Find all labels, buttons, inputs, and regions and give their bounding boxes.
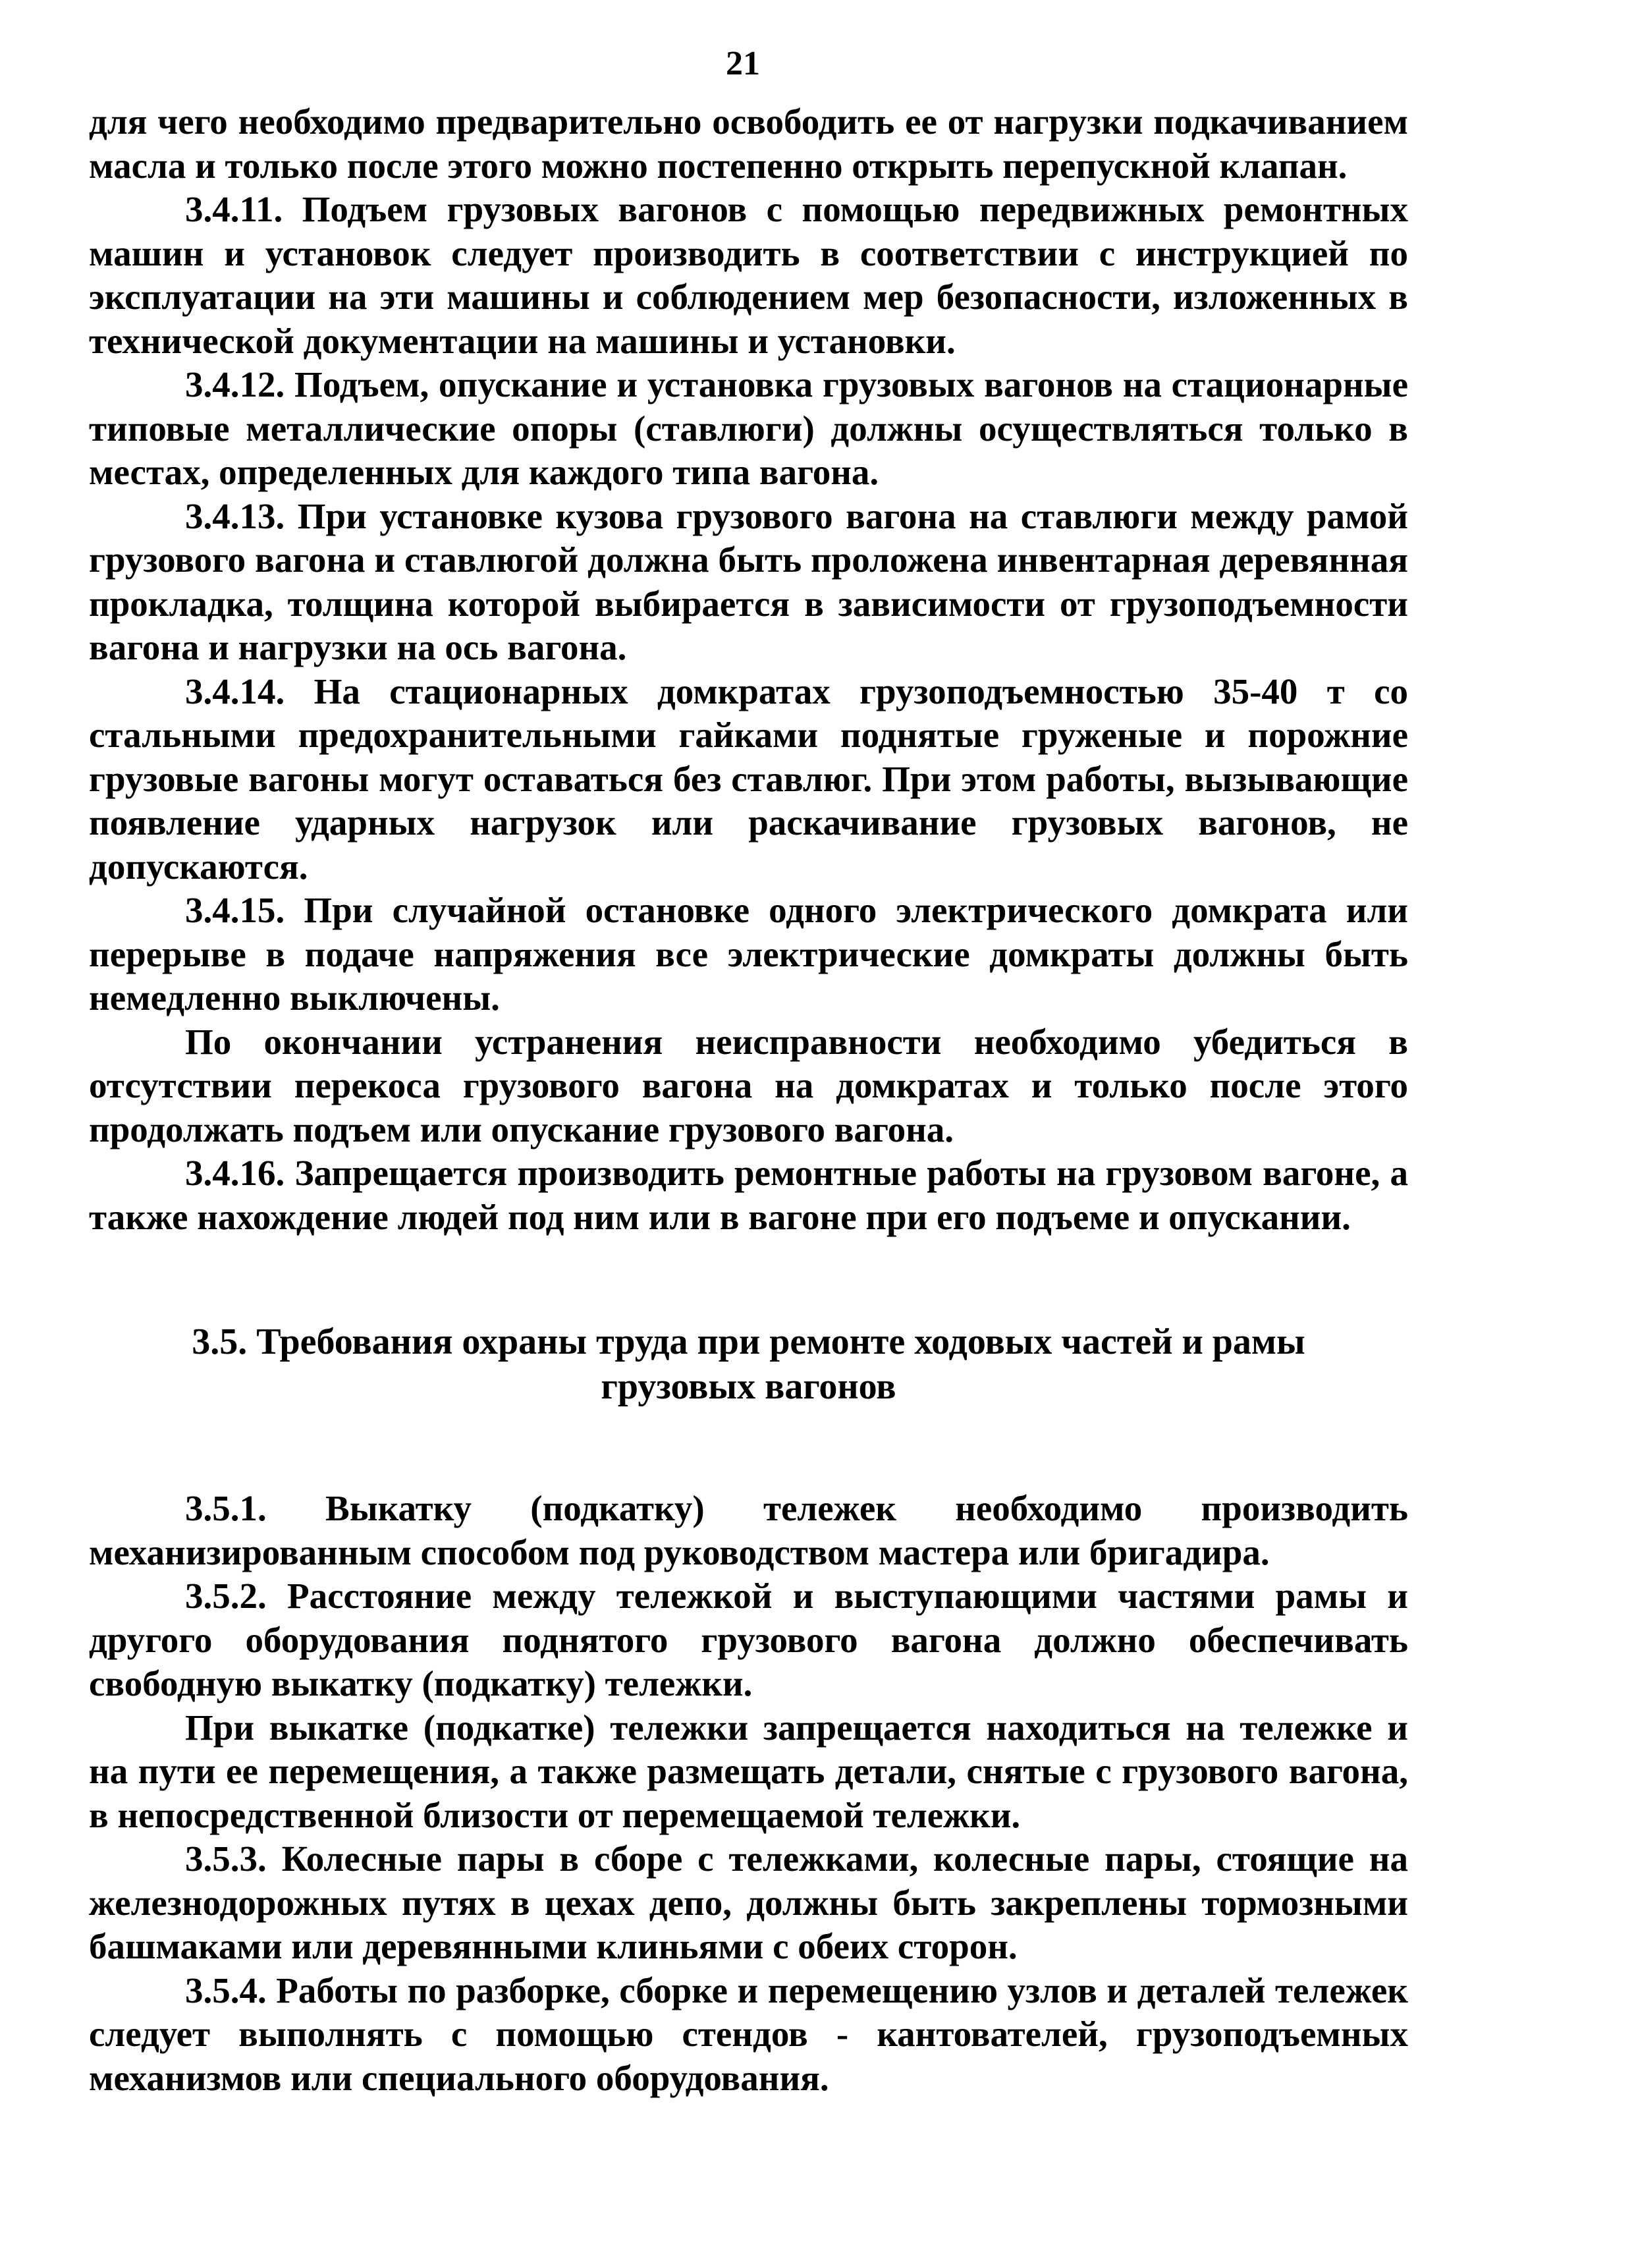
- paragraph-3-4-16: 3.4.16. Запрещается производить ремонтные работы на грузовом вагоне, а также нахождение людей под ним или в вагоне при его подъеме и опускании.: [89, 1153, 1408, 1237]
- section-heading-3-5: [89, 1239, 1408, 1487]
- paragraph-3-4-14: 3.4.14. На стационарных домкратах грузоподъемностью 35-40 т со стальными предохранительными гайками поднятые груженые и порожние грузовые вагоны могут оставаться без ставлюг. При этом работы, вызывающие появление ударных нагрузок или раскачивание грузовых вагонов, не допускаются.: [89, 671, 1408, 887]
- paragraph-3-5-2-continued: При выкатке (подкатке) тележки запрещается находиться на тележке и на пути ее перемещения, а также размещать детали, снятые с грузового вагона, в непосредственной близости от перемещаемой тележки.: [89, 1707, 1408, 1835]
- paragraph-3-4-11: 3.4.11. Подъем грузовых вагонов с помощью передвижных ремонтных машин и установок следует производить в соответствии с инструкцией по эксплуатации на эти машины и соблюдением мер безопасности, изложенных в технической документации на машины и установки.: [89, 189, 1408, 361]
- paragraph-3-4-15-continued: По окончании устранения неисправности необходимо убедиться в отсутствии перекоса грузового вагона на домкратах и только после этого продолжать подъем или опускание грузового вагона.: [89, 1021, 1408, 1149]
- paragraph-3-5-1: 3.5.1. Выкатку (подкатку) тележек необходимо производить механизированным способом под руководством мастера или бригадира.: [89, 1488, 1408, 1572]
- section-heading-line-1: 3.5. Требования охраны труда при ремонте ходовых частей и рамы: [192, 1321, 1305, 1362]
- section-heading-line-2: грузовых вагонов: [601, 1366, 896, 1407]
- paragraph-3-4-15: 3.4.15. При случайной остановке одного электрического домкрата или перерыве в подаче напряжения все электрические домкраты должны быть немедленно выключены.: [89, 890, 1408, 1018]
- paragraph-3-4-12: 3.4.12. Подъем, опускание и установка грузовых вагонов на стационарные типовые металлические опоры (ставлюги) должны осуществляться только в местах, определенных для каждого типа вагона.: [89, 364, 1408, 492]
- paragraph-3-5-3: 3.5.3. Колесные пары в сборе с тележками, колесные пары, стоящие на железнодорожных путях в цехах депо, должны быть закреплены тормозными башмаками или деревянными клиньями с обеих сторон.: [89, 1839, 1408, 1966]
- paragraph-3-4-13: 3.4.13. При установке кузова грузового вагона на ставлюги между рамой грузового вагона и ставлюгой должна быть проложена инвентарная деревянная прокладка, толщина которой выбирается в зависимости от грузоподъемности вагона и нагрузки на ось вагона.: [89, 495, 1408, 667]
- paragraph-continuation: для чего необходимо предварительно освободить ее от нагрузки подкачиванием масла и только после этого можно постепенно открыть перепускной клапан.: [89, 101, 1408, 186]
- page-number: 21: [726, 45, 760, 82]
- paragraph-3-5-4: 3.5.4. Работы по разборке, сборке и перемещению узлов и деталей тележек следует выполнять с помощью стендов - кантователей, грузоподъемных механизмов или специального оборудования.: [89, 1970, 1408, 2098]
- document-body: [89, 100, 1408, 2100]
- paragraph-3-5-2: 3.5.2. Расстояние между тележкой и выступающими частями рамы и другого оборудования поднятого грузового вагона должно обеспечивать свободную выкатку (подкатку) тележки.: [89, 1576, 1408, 1703]
